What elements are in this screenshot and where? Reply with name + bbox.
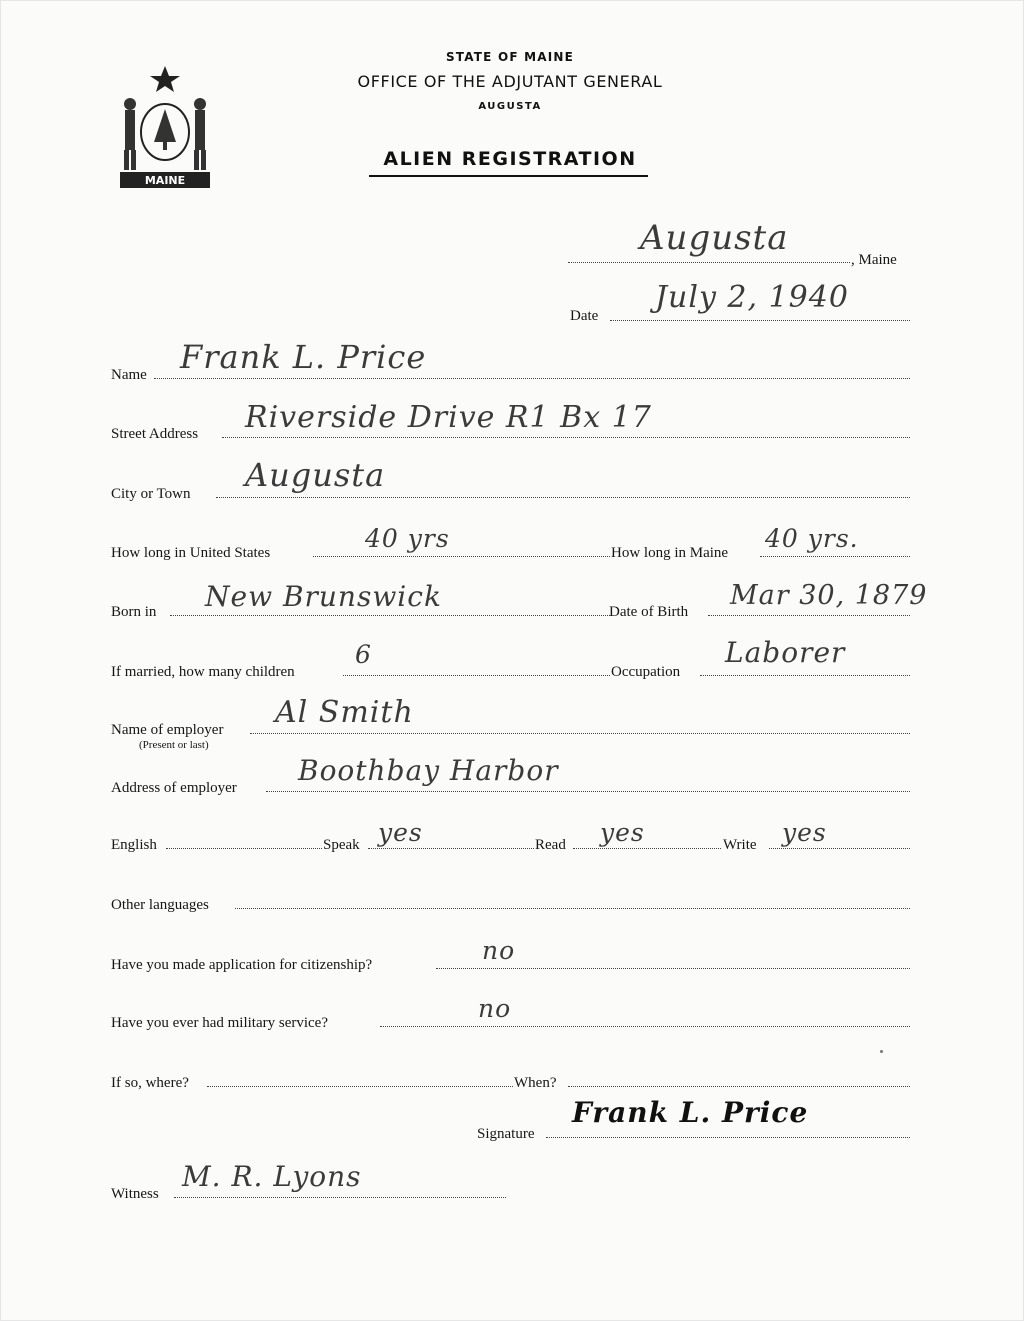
state-seal-icon [110, 64, 220, 194]
date-label: Date [570, 308, 599, 324]
signature-entry: Frank L. Price [572, 1096, 809, 1129]
write-label: Write [723, 837, 757, 853]
military-label: Have you ever had military service? [111, 1015, 328, 1031]
city-line [216, 497, 910, 498]
when-label: When? [514, 1075, 557, 1091]
born-line [170, 615, 610, 616]
where-label: If so, where? [111, 1075, 189, 1091]
witness-line [174, 1197, 506, 1198]
date-entry: July 2, 1940 [655, 280, 849, 315]
maine-entry: 40 yrs. [765, 524, 859, 553]
occupation-entry: Laborer [725, 636, 846, 669]
us-entry: 40 yrs [365, 524, 450, 553]
place-entry: Augusta [640, 218, 789, 258]
children-entry: 6 [355, 640, 372, 669]
speak-entry: yes [378, 818, 423, 847]
born-entry: New Brunswick [205, 580, 442, 613]
employer-address-label: Address of employer [111, 780, 237, 796]
city-label: City or Town [111, 486, 191, 502]
employer-address-line [266, 791, 910, 792]
citizenship-entry: no [482, 936, 516, 965]
place-suffix-label: , Maine [851, 252, 897, 268]
seal-maine-text: MAINE [144, 174, 186, 187]
maine-label: How long in Maine [611, 545, 729, 561]
name-entry: Frank L. Price [180, 338, 427, 376]
dob-line [708, 615, 910, 616]
write-line [769, 848, 910, 849]
employer-address-entry: Boothbay Harbor [298, 754, 559, 787]
other-languages-line [235, 908, 910, 909]
witness-label: Witness [111, 1186, 159, 1202]
stray-mark [880, 1050, 883, 1053]
signature-line [546, 1137, 910, 1138]
speak-line [368, 848, 534, 849]
us-label: How long in United States [111, 545, 271, 561]
employer-label: Name of employer [111, 722, 224, 738]
header-office: OFFICE OF THE ADJUTANT GENERAL [357, 72, 663, 91]
signature-label: Signature [477, 1126, 535, 1142]
citizenship-line [436, 968, 910, 969]
when-line [568, 1086, 910, 1087]
military-entry: no [478, 994, 512, 1023]
employer-sub-label: (Present or last) [139, 739, 209, 751]
occupation-label: Occupation [611, 664, 681, 680]
name-label: Name [111, 367, 147, 383]
read-label: Read [535, 837, 566, 853]
children-label: If married, how many children [111, 664, 295, 680]
read-line [573, 848, 721, 849]
speak-label: Speak [323, 837, 360, 853]
place-line [568, 262, 850, 263]
form-title: ALIEN REGISTRATION [383, 148, 637, 170]
date-line [610, 320, 910, 321]
children-line [343, 675, 610, 676]
other-languages-label: Other languages [111, 897, 209, 913]
read-entry: yes [600, 818, 645, 847]
header-city: AUGUSTA [478, 101, 542, 112]
employer-line [250, 733, 910, 734]
witness-entry: M. R. Lyons [182, 1160, 362, 1193]
employer-entry: Al Smith [275, 695, 414, 730]
street-entry: Riverside Drive R1 Bx 17 [245, 400, 652, 435]
write-entry: yes [782, 818, 827, 847]
born-label: Born in [111, 604, 157, 620]
occupation-line [700, 675, 910, 676]
title-underline [369, 175, 648, 177]
english-label: English [111, 837, 157, 853]
english-line [166, 848, 322, 849]
maine-line [760, 556, 910, 557]
street-line [222, 437, 910, 438]
dob-label: Date of Birth [609, 604, 689, 620]
where-line [207, 1086, 513, 1087]
citizenship-label: Have you made application for citizenship? [111, 957, 373, 973]
city-entry: Augusta [245, 456, 386, 494]
street-label: Street Address [111, 426, 199, 442]
header-state: STATE OF MAINE [445, 50, 575, 64]
dob-entry: Mar 30, 1879 [730, 580, 928, 611]
name-line [154, 378, 910, 379]
military-line [380, 1026, 910, 1027]
us-line [313, 556, 610, 557]
